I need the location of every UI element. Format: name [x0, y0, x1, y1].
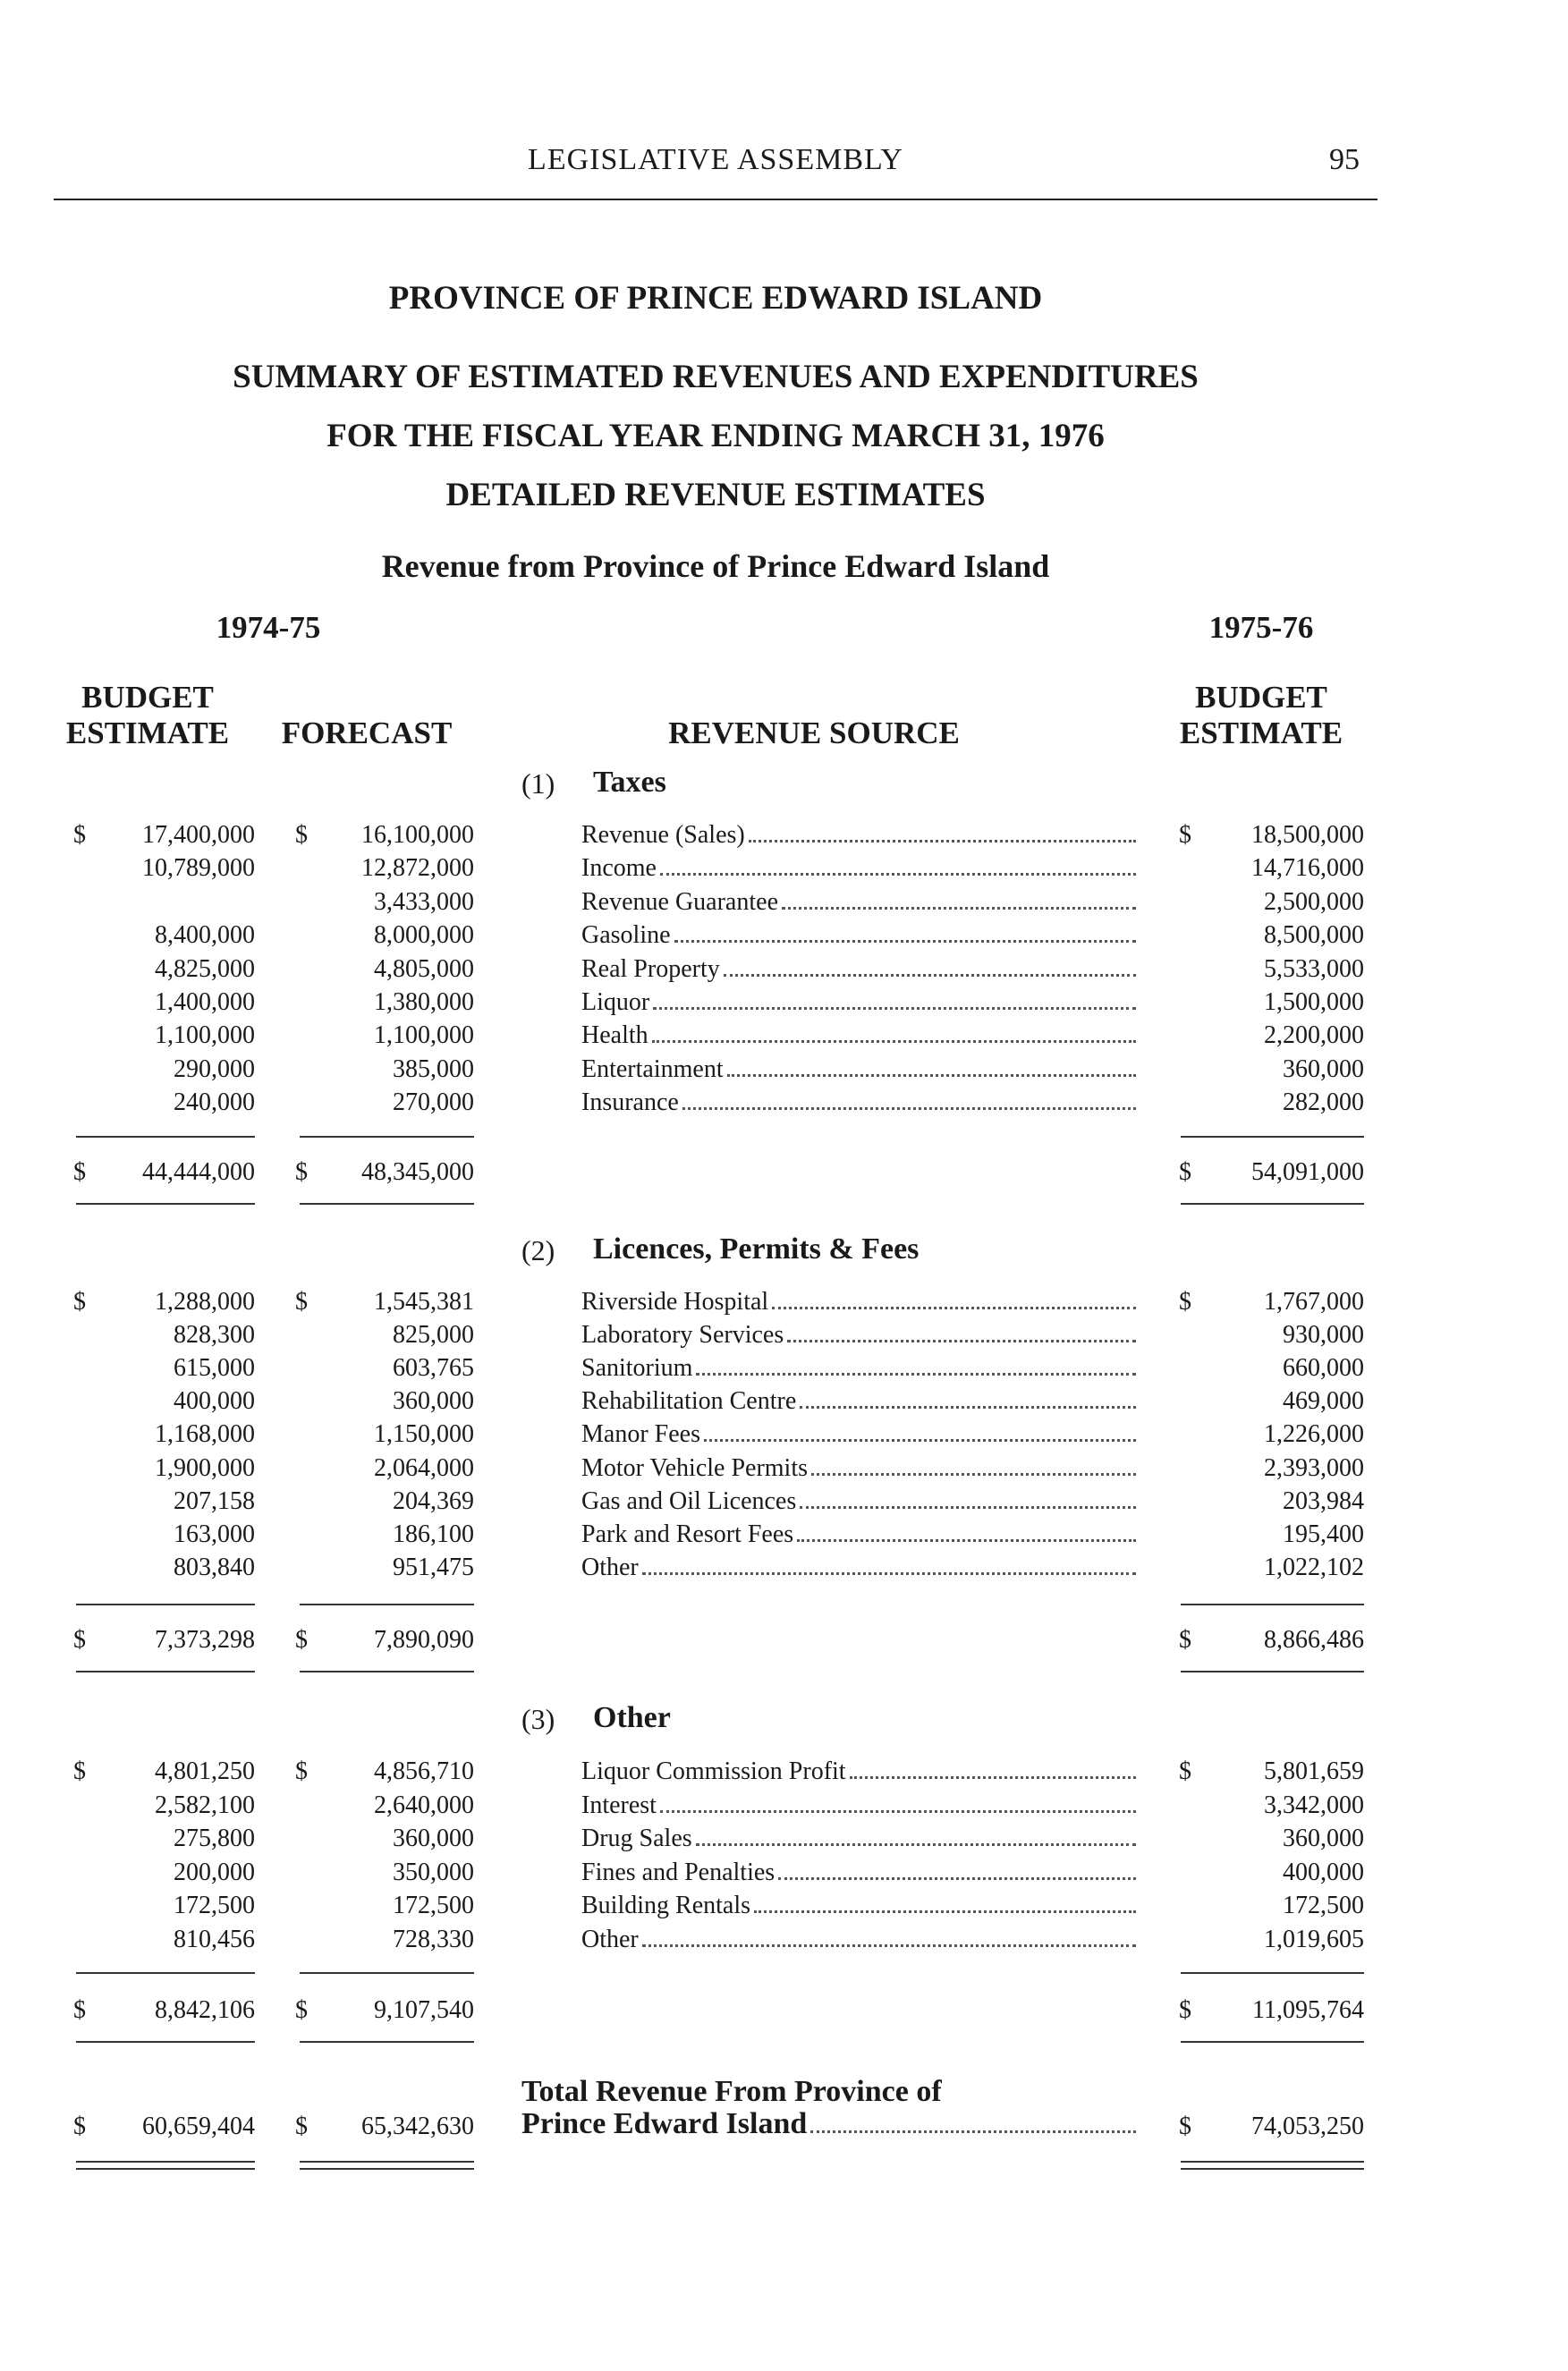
revenue-source-row	[581, 1892, 1136, 1922]
currency-symbol: $	[295, 1626, 308, 1654]
revenue-source-row	[581, 1420, 1136, 1451]
forecast-cell: 204,369	[393, 1487, 474, 1515]
budget-7576-cell: 3,342,000	[1264, 1791, 1364, 1819]
currency-symbol: $	[73, 1757, 86, 1785]
col-revenue-source: REVENUE SOURCE	[668, 716, 960, 750]
revenue-source-label: Health	[581, 1021, 648, 1049]
revenue-source-row	[581, 1387, 1136, 1418]
subtotal-rule	[300, 1972, 474, 1974]
section-total-forecast: 9,107,540	[374, 1996, 474, 2024]
leader-dots	[653, 1007, 1136, 1010]
budget-7576-cell: 660,000	[1283, 1354, 1364, 1382]
title-revenue-from: Revenue from Province of Prince Edward Island	[381, 548, 1050, 584]
forecast-cell: 4,856,710	[374, 1757, 474, 1785]
budget-7475-cell: 1,900,000	[155, 1454, 255, 1482]
currency-symbol: $	[295, 821, 308, 849]
budget-7576-cell: 8,500,000	[1264, 921, 1364, 949]
col-forecast: FORECAST	[281, 716, 453, 750]
currency-symbol: $	[73, 1996, 86, 2024]
revenue-source-row	[581, 988, 1136, 1019]
budget-7576-cell: 1,226,000	[1264, 1420, 1364, 1448]
budget-7475-cell: 4,801,250	[155, 1757, 255, 1785]
revenue-source-row	[581, 921, 1136, 952]
section-total-budget-7576: 54,091,000	[1251, 1158, 1364, 1186]
revenue-source-row	[581, 1487, 1136, 1518]
forecast-cell: 4,805,000	[374, 955, 474, 983]
section-total-budget-7576: 11,095,764	[1252, 1996, 1364, 2024]
revenue-source-row	[581, 1554, 1136, 1584]
leader-dots	[850, 1776, 1136, 1779]
grand-total-label	[521, 2107, 1136, 2145]
currency-symbol: $	[1179, 1996, 1191, 2024]
budget-7475-cell: 290,000	[174, 1055, 255, 1083]
budget-7576-cell: 360,000	[1283, 1825, 1364, 1852]
budget-7576-cell: 5,533,000	[1264, 955, 1364, 983]
total-rule	[1181, 1203, 1364, 1205]
revenue-source-label: Revenue Guarantee	[581, 888, 778, 916]
currency-symbol: $	[295, 2113, 308, 2140]
leader-dots	[652, 1040, 1136, 1043]
col-budget-estimate-left-1: BUDGET	[81, 680, 214, 715]
revenue-source-label: Sanitorium	[581, 1354, 693, 1382]
currency-symbol: $	[73, 1626, 86, 1654]
budget-7475-cell: 803,840	[174, 1554, 255, 1581]
section-number: (2)	[521, 1234, 555, 1266]
section-total-budget-7475: 7,373,298	[155, 1626, 255, 1654]
forecast-cell: 360,000	[393, 1387, 474, 1415]
grand-total-label-line2: Prince Edward Island	[521, 2107, 808, 2140]
title-summary: SUMMARY OF ESTIMATED REVENUES AND EXPENDITURES	[233, 359, 1199, 395]
revenue-source-row	[581, 1926, 1136, 1956]
budget-7475-cell: 200,000	[174, 1859, 255, 1886]
year-left: 1974-75	[216, 610, 321, 645]
section-total-budget-7475: 44,444,000	[142, 1158, 255, 1186]
leader-dots	[778, 1877, 1136, 1880]
grand-total-label-line1: Total Revenue From Province of	[521, 2075, 942, 2108]
currency-symbol: $	[1179, 2113, 1191, 2140]
leader-dots	[642, 1572, 1136, 1575]
grand-total-budget-7576: 74,053,250	[1251, 2113, 1364, 2140]
leader-dots	[660, 1810, 1136, 1813]
revenue-source-row	[581, 1055, 1136, 1086]
budget-7475-cell: 1,100,000	[155, 1021, 255, 1049]
subtotal-rule	[76, 1604, 255, 1605]
leader-dots	[787, 1340, 1136, 1342]
grand-total-budget-7475: 60,659,404	[142, 2113, 255, 2140]
subtotal-rule	[300, 1136, 474, 1138]
forecast-cell: 1,100,000	[374, 1021, 474, 1049]
currency-symbol: $	[1179, 1288, 1191, 1316]
forecast-cell: 2,640,000	[374, 1791, 474, 1819]
currency-symbol: $	[295, 1996, 308, 2024]
budget-7576-cell: 282,000	[1283, 1088, 1364, 1116]
currency-symbol: $	[73, 1158, 86, 1186]
revenue-source-label: Other	[581, 1554, 639, 1581]
budget-7475-cell: 4,825,000	[155, 955, 255, 983]
budget-7576-cell: 2,500,000	[1264, 888, 1364, 916]
double-rule	[76, 2168, 255, 2170]
revenue-source-row	[581, 854, 1136, 885]
section-total-budget-7576: 8,866,486	[1264, 1626, 1364, 1654]
revenue-source-row	[581, 888, 1136, 919]
page-number: 95	[1329, 143, 1360, 176]
leader-dots	[727, 1074, 1136, 1077]
revenue-source-row	[581, 1791, 1136, 1822]
leader-dots	[642, 1944, 1136, 1947]
budget-7576-cell: 2,200,000	[1264, 1021, 1364, 1049]
budget-7475-cell: 207,158	[174, 1487, 255, 1515]
leader-dots	[696, 1843, 1136, 1846]
leader-dots	[674, 940, 1136, 943]
leader-dots	[772, 1307, 1136, 1309]
year-right: 1975-76	[1208, 610, 1314, 645]
leader-dots	[797, 1539, 1136, 1542]
forecast-cell: 2,064,000	[374, 1454, 474, 1482]
total-rule	[300, 1203, 474, 1205]
leader-dots	[704, 1439, 1136, 1442]
revenue-source-label: Income	[581, 854, 657, 882]
budget-7475-cell: 2,582,100	[155, 1791, 255, 1819]
forecast-cell: 825,000	[393, 1321, 474, 1349]
subtotal-rule	[1181, 1972, 1364, 1974]
revenue-source-row	[581, 1454, 1136, 1485]
revenue-source-row	[581, 1288, 1136, 1318]
section-number: (1)	[521, 767, 555, 800]
revenue-source-label: Park and Resort Fees	[581, 1520, 794, 1548]
leader-dots	[660, 873, 1136, 876]
leader-dots	[782, 907, 1136, 910]
double-rule	[1181, 2161, 1364, 2163]
title-province: PROVINCE OF PRINCE EDWARD ISLAND	[388, 280, 1043, 317]
forecast-cell: 728,330	[393, 1926, 474, 1953]
revenue-source-label: Revenue (Sales)	[581, 821, 745, 849]
budget-7475-cell: 828,300	[174, 1321, 255, 1349]
budget-7475-cell: 275,800	[174, 1825, 255, 1852]
budget-7475-cell: 10,789,000	[142, 854, 255, 882]
leader-dots	[810, 2130, 1136, 2133]
revenue-source-row	[581, 1859, 1136, 1889]
forecast-cell: 172,500	[393, 1892, 474, 1919]
budget-7576-cell: 5,801,659	[1264, 1757, 1364, 1785]
forecast-cell: 12,872,000	[361, 854, 474, 882]
currency-symbol: $	[73, 2113, 86, 2140]
currency-symbol: $	[1179, 1757, 1191, 1785]
leader-dots	[800, 1506, 1136, 1509]
subtotal-rule	[76, 1136, 255, 1138]
currency-symbol: $	[1179, 1626, 1191, 1654]
forecast-cell: 3,433,000	[374, 888, 474, 916]
currency-symbol: $	[295, 1158, 308, 1186]
section-total-forecast: 48,345,000	[361, 1158, 474, 1186]
revenue-source-label: Gasoline	[581, 921, 671, 949]
total-rule	[76, 1203, 255, 1205]
revenue-source-row	[581, 1088, 1136, 1119]
section-title: Other	[593, 1701, 671, 1734]
double-rule	[300, 2161, 474, 2163]
budget-7576-cell: 1,767,000	[1264, 1288, 1364, 1316]
budget-7475-cell: 172,500	[174, 1892, 255, 1919]
revenue-source-row	[581, 1825, 1136, 1855]
currency-symbol: $	[73, 821, 86, 849]
forecast-cell: 385,000	[393, 1055, 474, 1083]
revenue-source-row	[581, 1520, 1136, 1551]
section-total-forecast: 7,890,090	[374, 1626, 474, 1654]
forecast-cell: 603,765	[393, 1354, 474, 1382]
total-rule	[300, 2041, 474, 2043]
revenue-source-label: Riverside Hospital	[581, 1288, 769, 1316]
budget-7475-cell: 1,400,000	[155, 988, 255, 1016]
forecast-cell: 1,545,381	[374, 1288, 474, 1316]
running-head	[54, 143, 1377, 182]
budget-7475-cell: 163,000	[174, 1520, 255, 1548]
subtotal-rule	[1181, 1136, 1364, 1138]
budget-7475-cell: 8,400,000	[155, 921, 255, 949]
budget-7576-cell: 18,500,000	[1251, 821, 1364, 849]
budget-7576-cell: 469,000	[1283, 1387, 1364, 1415]
revenue-source-label: Rehabilitation Centre	[581, 1387, 797, 1415]
currency-symbol: $	[73, 1288, 86, 1316]
budget-7475-cell: 1,168,000	[155, 1420, 255, 1448]
budget-7475-cell: 17,400,000	[142, 821, 255, 849]
forecast-cell: 350,000	[393, 1859, 474, 1886]
subtotal-rule	[76, 1972, 255, 1974]
currency-symbol: $	[1179, 1158, 1191, 1186]
budget-7576-cell: 1,019,605	[1264, 1926, 1364, 1953]
total-rule	[76, 2041, 255, 2043]
budget-7576-cell: 1,500,000	[1264, 988, 1364, 1016]
forecast-cell: 16,100,000	[361, 821, 474, 849]
section-title: Licences, Permits & Fees	[593, 1232, 920, 1266]
budget-7475-cell: 240,000	[174, 1088, 255, 1116]
revenue-source-label: Manor Fees	[581, 1420, 700, 1448]
subtotal-rule	[300, 1604, 474, 1605]
total-rule	[300, 1671, 474, 1672]
total-rule	[1181, 2041, 1364, 2043]
total-rule	[1181, 1671, 1364, 1672]
running-head-title: LEGISLATIVE ASSEMBLY	[528, 143, 903, 176]
budget-7576-cell: 1,022,102	[1264, 1554, 1364, 1581]
budget-7475-cell: 615,000	[174, 1354, 255, 1382]
revenue-source-label: Real Property	[581, 955, 720, 983]
leader-dots	[696, 1373, 1136, 1376]
revenue-source-row	[581, 1354, 1136, 1384]
revenue-source-label: Liquor	[581, 988, 650, 1016]
title-fiscal-year: FOR THE FISCAL YEAR ENDING MARCH 31, 1976	[326, 418, 1105, 454]
currency-symbol: $	[295, 1288, 308, 1316]
budget-7475-cell: 400,000	[174, 1387, 255, 1415]
revenue-source-label: Other	[581, 1926, 639, 1953]
budget-7475-cell: 810,456	[174, 1926, 255, 1953]
revenue-source-label: Drug Sales	[581, 1825, 692, 1852]
currency-symbol: $	[1179, 821, 1191, 849]
section-number: (3)	[521, 1703, 555, 1735]
budget-7576-cell: 195,400	[1283, 1520, 1364, 1548]
leader-dots	[754, 1910, 1136, 1913]
revenue-source-row	[581, 1757, 1136, 1788]
budget-7576-cell: 172,500	[1283, 1892, 1364, 1919]
revenue-source-row	[581, 955, 1136, 986]
revenue-source-row	[581, 1321, 1136, 1351]
subtotal-rule	[1181, 1604, 1364, 1605]
leader-dots	[724, 974, 1136, 977]
revenue-source-label: Gas and Oil Licences	[581, 1487, 797, 1515]
revenue-source-label: Motor Vehicle Permits	[581, 1454, 809, 1482]
budget-7475-cell: 1,288,000	[155, 1288, 255, 1316]
double-rule	[300, 2168, 474, 2170]
grand-total-forecast: 65,342,630	[361, 2113, 474, 2140]
budget-7576-cell: 360,000	[1283, 1055, 1364, 1083]
revenue-source-row	[581, 821, 1136, 851]
leader-dots	[800, 1406, 1136, 1409]
revenue-source-label: Building Rentals	[581, 1892, 750, 1919]
revenue-source-label: Interest	[581, 1791, 657, 1819]
col-budget-estimate-right-2: ESTIMATE	[1179, 716, 1343, 750]
forecast-cell: 270,000	[393, 1088, 474, 1116]
title-detailed: DETAILED REVENUE ESTIMATES	[445, 477, 986, 513]
forecast-cell: 1,380,000	[374, 988, 474, 1016]
forecast-cell: 186,100	[393, 1520, 474, 1548]
total-rule	[76, 1671, 255, 1672]
col-budget-estimate-right-1: BUDGET	[1195, 680, 1327, 715]
forecast-cell: 951,475	[393, 1554, 474, 1581]
currency-symbol: $	[295, 1757, 308, 1785]
section-total-budget-7475: 8,842,106	[155, 1996, 255, 2024]
leader-dots	[682, 1107, 1136, 1110]
revenue-source-label: Fines and Penalties	[581, 1859, 776, 1886]
budget-7576-cell: 2,393,000	[1264, 1454, 1364, 1482]
revenue-source-label: Insurance	[581, 1088, 679, 1116]
forecast-cell: 1,150,000	[374, 1420, 474, 1448]
col-budget-estimate-left-2: ESTIMATE	[65, 716, 230, 750]
revenue-source-label: Laboratory Services	[581, 1321, 784, 1349]
double-rule	[76, 2161, 255, 2163]
forecast-cell: 360,000	[393, 1825, 474, 1852]
section-title: Taxes	[593, 766, 666, 799]
double-rule	[1181, 2168, 1364, 2170]
forecast-cell: 8,000,000	[374, 921, 474, 949]
budget-7576-cell: 930,000	[1283, 1321, 1364, 1349]
revenue-source-label: Liquor Commission Profit	[581, 1757, 846, 1785]
budget-7576-cell: 203,984	[1283, 1487, 1364, 1515]
budget-7576-cell: 400,000	[1283, 1859, 1364, 1886]
leader-dots	[811, 1473, 1136, 1476]
revenue-source-row	[581, 1021, 1136, 1052]
leader-dots	[749, 840, 1136, 843]
header-rule	[54, 199, 1377, 200]
budget-7576-cell: 14,716,000	[1251, 854, 1364, 882]
revenue-source-label: Entertainment	[581, 1055, 724, 1083]
